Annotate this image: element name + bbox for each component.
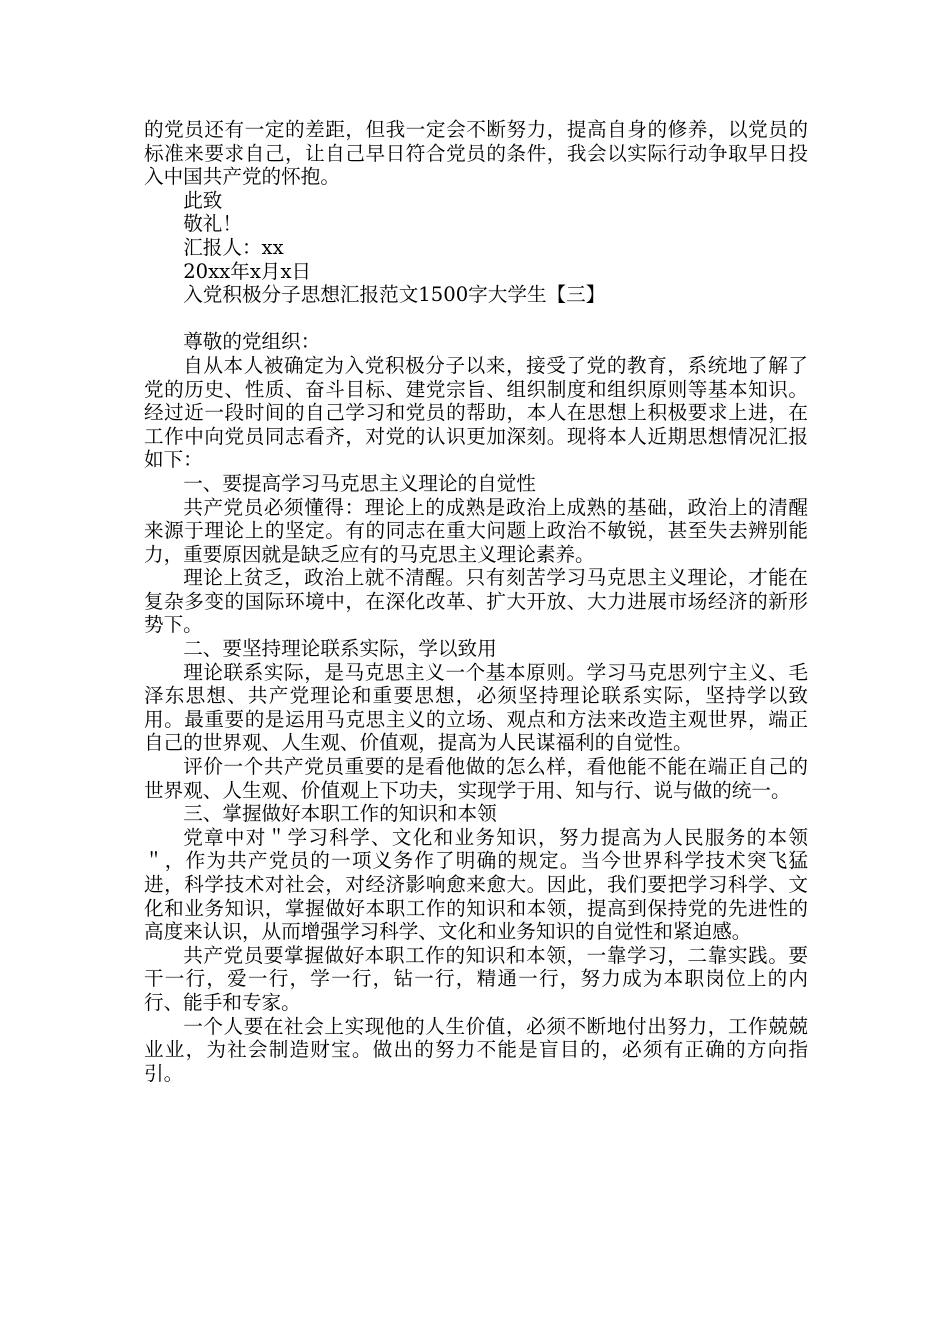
closing-salutation: 此致 — [183, 188, 223, 212]
heading-one: 一、要提高学习马克思主义理论的自觉性 — [183, 471, 536, 495]
paragraph-skills-3: 一个人要在社会上实现他的人生价值，必须不断地付出努力，工作兢兢业业，为社会制造财宝。做出的努力不能是盲目的，必须有正确的方向指引。 — [144, 1014, 808, 1085]
heading-two: 二、要坚持理论联系实际，学以致用 — [183, 637, 497, 661]
paragraph-practice-2: 评价一个共产党员重要的是看他做的怎么样，看他能不能在端正自己的世界观、人生观、价值观上下功夫，实现学于用、知与行、说与做的统一。 — [144, 755, 808, 802]
blank-line — [144, 307, 808, 331]
greeting: 尊敬的党组织： — [183, 330, 321, 354]
paragraph-practice-1: 理论联系实际，是马克思主义一个基本原则。学习马克思列宁主义、毛泽东思想、共产党理论和重要思想，必须坚持理论联系实际，坚持学以致用。最重要的是运用马克思主义的立场、观点和方法来改造主观世界，端正自己的世界观、人生观、价值观，提高为人民谋福利的自觉性。 — [144, 660, 808, 755]
paragraph-intro: 自从本人被确定为入党积极分子以来，接受了党的教育，系统地了解了党的历史、性质、奋斗目标、建党宗旨、组织制度和组织原则等基本知识。经过近一段时间的自己学习和党员的帮助，本人在思想上积极要求上进，在工作中向党员同志看齐，对党的认识更加深刻。现将本人近期思想情况汇报如下： — [144, 353, 808, 472]
paragraph-theory-1: 共产党员必须懂得：理论上的成熟是政治上成熟的基础，政治上的清醒来源于理论上的坚定。有的同志在重大问题上政治不敏锐，甚至失去辨别能力，重要原因就是缺乏应有的马克思主义理论素养。 — [144, 495, 808, 566]
section-title: 入党积极分子思想汇报范文1500字大学生【三】 — [183, 283, 606, 307]
paragraph-continuation: 的党员还有一定的差距，但我一定会不断努力，提高自身的修养，以党员的标准来要求自己，让自己早日符合党员的条件，我会以实际行动争取早日投入中国共产党的怀抱。 — [144, 118, 808, 189]
document-page — [144, 118, 808, 1085]
heading-three: 三、掌握做好本职工作的知识和本领 — [183, 802, 497, 826]
paragraph-skills-2: 共产党员要掌握做好本职工作的知识和本领，一靠学习，二靠实践。要干一行，爱一行，学一行，钻一行，精通一行，努力成为本职岗位上的内行、能手和专家。 — [144, 943, 808, 1014]
date-line: 20xx年x月x日 — [183, 259, 312, 283]
paragraph-skills-1: 党章中对＂学习科学、文化和业务知识，努力提高为人民服务的本领＂，作为共产党员的一项义务作了明确的规定。当今世界科学技术突飞猛进，科学技术对社会，对经济影响愈来愈大。因此，我们要把学习科学、文化和业务知识，掌握做好本职工作的知识和本领，提高到保持党的先进性的高度来认识，从而增强学习科学、文化和业务知识的自觉性和紧迫感。 — [144, 825, 808, 944]
reporter-line: 汇报人：xx — [183, 235, 284, 259]
paragraph-theory-2: 理论上贫乏，政治上就不清醒。只有刻苦学习马克思主义理论，才能在复杂多变的国际环境中，在深化改革、扩大开放、大力进展市场经济的新形势下。 — [144, 566, 808, 637]
closing-regards: 敬礼！ — [183, 212, 242, 236]
